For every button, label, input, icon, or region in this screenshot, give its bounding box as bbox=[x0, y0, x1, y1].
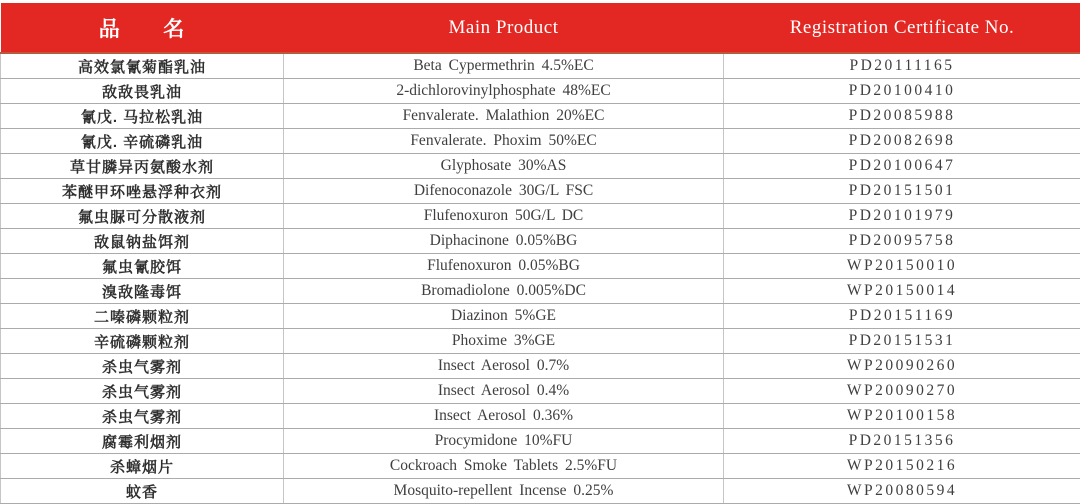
product-name-cell: 草甘膦异丙氨酸水剂 bbox=[1, 154, 284, 179]
registration-no-cell: PD20151501 bbox=[724, 179, 1080, 204]
registration-no-cell: PD20111165 bbox=[724, 53, 1080, 79]
main-product-cell: Fenvalerate. Malathion 20%EC bbox=[284, 104, 724, 129]
product-name-cell: 苯醚甲环唑悬浮种衣剂 bbox=[1, 179, 284, 204]
product-name-cell: 腐霉利烟剂 bbox=[1, 429, 284, 454]
header-main-product: Main Product bbox=[284, 3, 724, 53]
product-name-cell: 二嗪磷颗粒剂 bbox=[1, 304, 284, 329]
main-product-cell: 2-dichlorovinylphosphate 48%EC bbox=[284, 79, 724, 104]
table-row bbox=[1, 129, 1080, 154]
table-row bbox=[1, 454, 1080, 479]
registration-no-cell: PD20082698 bbox=[724, 129, 1080, 154]
table-header bbox=[1, 3, 1080, 53]
table-row bbox=[1, 229, 1080, 254]
table-row bbox=[1, 329, 1080, 354]
registration-no-cell: PD20085988 bbox=[724, 104, 1080, 129]
table-row bbox=[1, 179, 1080, 204]
product-name-cell: 杀蟑烟片 bbox=[1, 454, 284, 479]
main-product-cell: Difenoconazole 30G/L FSC bbox=[284, 179, 724, 204]
table-row bbox=[1, 354, 1080, 379]
main-product-cell: Mosquito-repellent Incense 0.25% bbox=[284, 479, 724, 504]
product-registration-table bbox=[0, 3, 1080, 504]
product-name-cell: 杀虫气雾剂 bbox=[1, 379, 284, 404]
registration-no-cell: WP20080594 bbox=[724, 479, 1080, 504]
table-row bbox=[1, 154, 1080, 179]
registration-no-cell: WP20090270 bbox=[724, 379, 1080, 404]
main-product-cell: Procymidone 10%FU bbox=[284, 429, 724, 454]
main-product-cell: Phoxime 3%GE bbox=[284, 329, 724, 354]
main-product-cell: Fenvalerate. Phoxim 50%EC bbox=[284, 129, 724, 154]
product-name-cell: 氰戊. 辛硫磷乳油 bbox=[1, 129, 284, 154]
registration-no-cell: WP20090260 bbox=[724, 354, 1080, 379]
header-row bbox=[1, 3, 1080, 53]
table-row bbox=[1, 429, 1080, 454]
product-name-cell: 敌敌畏乳油 bbox=[1, 79, 284, 104]
registration-no-cell: PD20151531 bbox=[724, 329, 1080, 354]
product-name-cell: 高效氯氰菊酯乳油 bbox=[1, 53, 284, 79]
product-name-cell: 辛硫磷颗粒剂 bbox=[1, 329, 284, 354]
main-product-cell: Insect Aerosol 0.4% bbox=[284, 379, 724, 404]
main-product-cell: Bromadiolone 0.005%DC bbox=[284, 279, 724, 304]
registration-no-cell: PD20151169 bbox=[724, 304, 1080, 329]
header-registration-no: Registration Certificate No. bbox=[724, 3, 1080, 53]
table-row bbox=[1, 379, 1080, 404]
table-row bbox=[1, 279, 1080, 304]
table-row bbox=[1, 304, 1080, 329]
main-product-cell: Diphacinone 0.05%BG bbox=[284, 229, 724, 254]
registration-no-cell: PD20095758 bbox=[724, 229, 1080, 254]
table-row bbox=[1, 254, 1080, 279]
registration-no-cell: PD20100410 bbox=[724, 79, 1080, 104]
registration-no-cell: WP20150010 bbox=[724, 254, 1080, 279]
main-product-cell: Diazinon 5%GE bbox=[284, 304, 724, 329]
header-product-name: 品 名 bbox=[1, 3, 284, 53]
table-row bbox=[1, 479, 1080, 504]
main-product-cell: Beta Cypermethrin 4.5%EC bbox=[284, 53, 724, 79]
main-product-cell: Glyphosate 30%AS bbox=[284, 154, 724, 179]
registration-no-cell: PD20101979 bbox=[724, 204, 1080, 229]
table-body bbox=[1, 53, 1080, 504]
product-name-cell: 杀虫气雾剂 bbox=[1, 404, 284, 429]
product-name-cell: 氟虫氰胶饵 bbox=[1, 254, 284, 279]
main-product-cell: Cockroach Smoke Tablets 2.5%FU bbox=[284, 454, 724, 479]
product-name-cell: 杀虫气雾剂 bbox=[1, 354, 284, 379]
registration-no-cell: PD20100647 bbox=[724, 154, 1080, 179]
product-name-cell: 敌鼠钠盐饵剂 bbox=[1, 229, 284, 254]
product-name-cell: 蚊香 bbox=[1, 479, 284, 504]
main-product-cell: Flufenoxuron 0.05%BG bbox=[284, 254, 724, 279]
table-row bbox=[1, 404, 1080, 429]
table-row bbox=[1, 79, 1080, 104]
table-row bbox=[1, 104, 1080, 129]
table-row bbox=[1, 204, 1080, 229]
main-product-cell: Insect Aerosol 0.36% bbox=[284, 404, 724, 429]
product-name-cell: 氰戊. 马拉松乳油 bbox=[1, 104, 284, 129]
main-product-cell: Insect Aerosol 0.7% bbox=[284, 354, 724, 379]
table-row bbox=[1, 53, 1080, 79]
main-product-cell: Flufenoxuron 50G/L DC bbox=[284, 204, 724, 229]
registration-no-cell: WP20150014 bbox=[724, 279, 1080, 304]
product-name-cell: 氟虫脲可分散液剂 bbox=[1, 204, 284, 229]
registration-no-cell: PD20151356 bbox=[724, 429, 1080, 454]
registration-no-cell: WP20150216 bbox=[724, 454, 1080, 479]
registration-no-cell: WP20100158 bbox=[724, 404, 1080, 429]
product-name-cell: 溴敌隆毒饵 bbox=[1, 279, 284, 304]
